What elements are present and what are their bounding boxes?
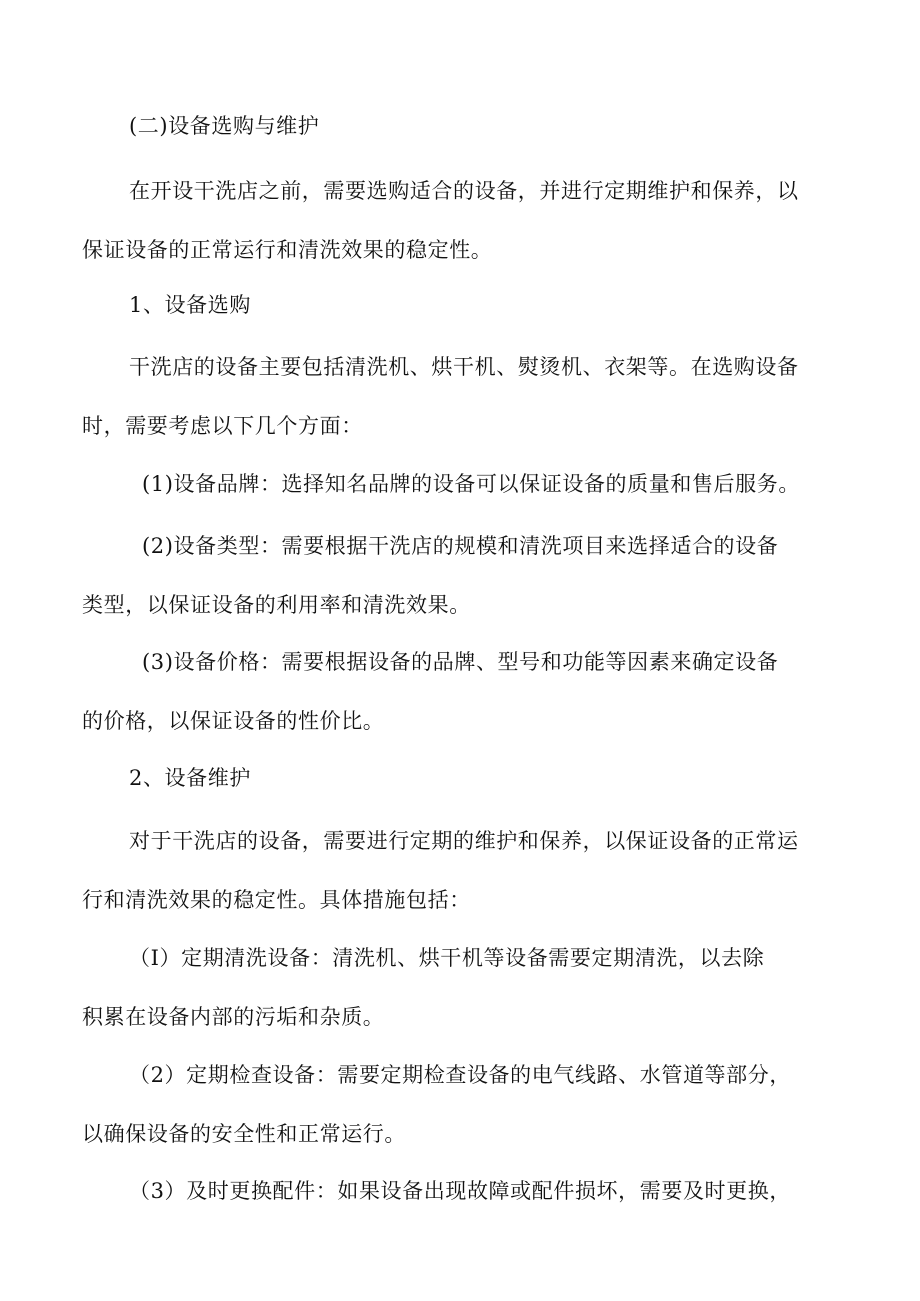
paragraph-line: （3）及时更换配件：如果设备出现故障或配件损坏，需要及时更换， — [129, 1179, 791, 1203]
maintenance-item-replace — [82, 1162, 842, 1221]
maintenance-item-clean — [82, 929, 842, 1047]
subsection-heading-text: 2、设备维护 — [129, 766, 251, 790]
paragraph-line: （I）定期清洗设备：清洗机、烘干机等设备需要定期清洗，以去除 — [129, 946, 765, 970]
purchase-intro-paragraph — [82, 338, 842, 456]
paragraph-line: 时，需要考虑以下几个方面： — [82, 414, 363, 438]
paragraph-line: 行和清洗效果的稳定性。具体措施包括： — [82, 888, 471, 912]
purchase-item-price — [82, 633, 842, 751]
paragraph-line: 的价格，以保证设备的性价比。 — [82, 709, 385, 733]
paragraph-line: 类型，以保证设备的利用率和清洗效果。 — [82, 593, 471, 617]
paragraph-line: 干洗店的设备主要包括清洗机、烘干机、熨烫机、衣架等。在选购设备 — [129, 355, 799, 379]
paragraph-line: 以确保设备的安全性和正常运行。 — [82, 1122, 406, 1146]
maintenance-intro-paragraph — [82, 812, 842, 930]
paragraph-line: 保证设备的正常运行和清洗效果的稳定性。 — [82, 238, 493, 262]
subsection-heading-text: 1、设备选购 — [129, 293, 251, 317]
paragraph-line: (2)设备类型：需要根据干洗店的规模和清洗项目来选择适合的设备 — [142, 534, 779, 558]
purchase-item-brand — [82, 455, 842, 514]
paragraph-line: 积累在设备内部的污垢和杂质。 — [82, 1005, 385, 1029]
paragraph-line: 对于干洗店的设备，需要进行定期的维护和保养，以保证设备的正常运 — [129, 829, 799, 853]
subsection-heading-maintenance — [82, 749, 842, 808]
paragraph-line: (3)设备价格：需要根据设备的品牌、型号和功能等因素来确定设备 — [142, 650, 779, 674]
paragraph-line: (1)设备品牌：选择知名品牌的设备可以保证设备的质量和售后服务。 — [142, 472, 800, 496]
section-heading — [82, 97, 842, 156]
paragraph-line: （2）定期检查设备：需要定期检查设备的电气线路、水管道等部分， — [129, 1063, 791, 1087]
subsection-heading-purchase — [82, 276, 842, 335]
paragraph-line: 在开设干洗店之前，需要选购适合的设备，并进行定期维护和保养，以 — [129, 179, 799, 203]
section-heading-text: (二)设备选购与维护 — [129, 114, 320, 138]
purchase-item-type — [82, 517, 842, 635]
intro-paragraph — [82, 162, 842, 280]
maintenance-item-inspect — [82, 1046, 842, 1164]
